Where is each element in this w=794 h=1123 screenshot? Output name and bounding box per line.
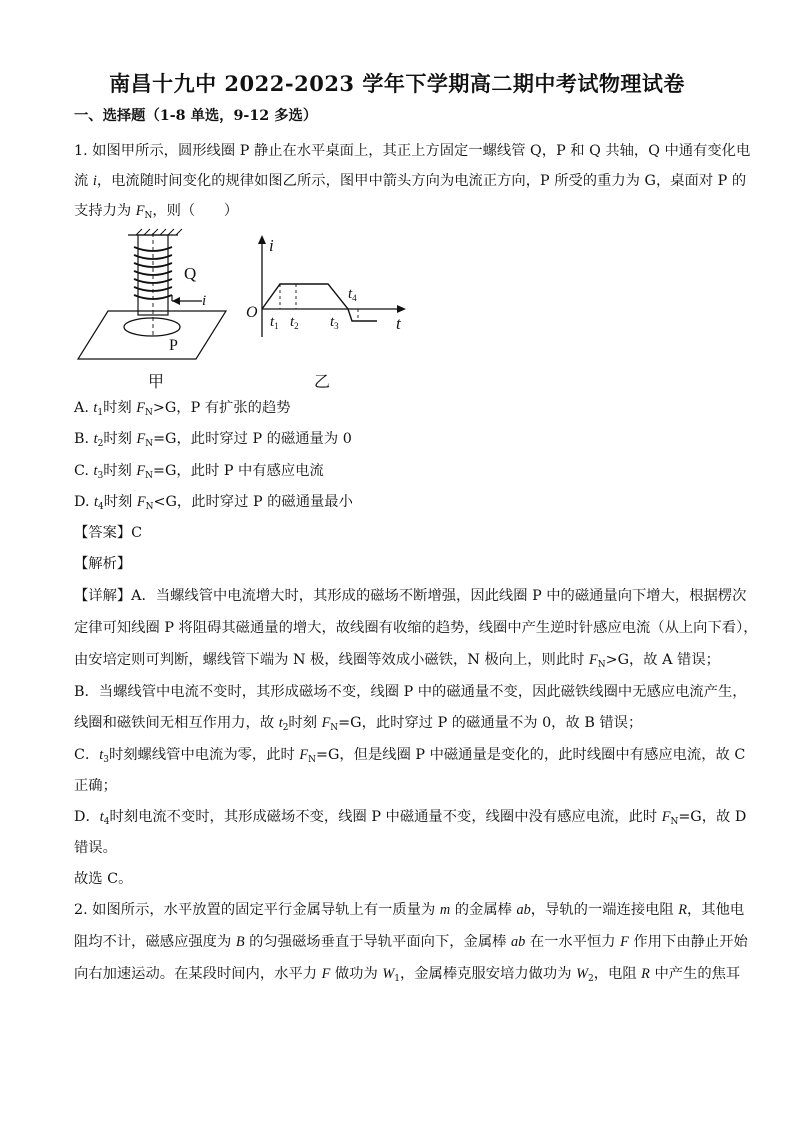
text: ，则（ ） (152, 203, 239, 219)
text: 时刻 (103, 400, 137, 416)
origin-label: O (246, 304, 258, 321)
text: ，金属棒克服安培力做功为 (399, 966, 577, 982)
label-P: P (169, 337, 178, 354)
detail-line-8 (74, 807, 747, 827)
text: 线圈和磁铁间无相互作用力，故 (74, 715, 279, 731)
tick-t1: $t_1$ (270, 314, 279, 331)
figure-jia (78, 229, 226, 391)
force-symbol: F (321, 966, 331, 982)
time-symbol: t (93, 400, 98, 416)
text: 作用下由静止开始 (628, 934, 748, 950)
force-symbol: F (136, 431, 146, 447)
resistor-symbol: R (641, 966, 650, 982)
subscript: 2 (282, 723, 289, 733)
caption-yi: 乙 (314, 374, 331, 391)
time-symbol: t (94, 494, 99, 510)
force-symbol: F (136, 494, 146, 510)
tick-t3: $t_3$ (330, 314, 339, 331)
field-symbol: B (235, 934, 245, 950)
text: >G，P 有扩张的趋势 (152, 400, 291, 416)
force-symbol: F (321, 715, 331, 731)
q1-stem-line-1: 1. 如图甲所示，圆形线圈 P 静止在水平桌面上，其正上方固定一螺线管 Q，P 和 Q 共轴，Q 中通有变化电 (74, 143, 751, 159)
force-symbol: F (136, 400, 146, 416)
text: 中产生的焦耳 (649, 966, 741, 982)
subscript: 1 (97, 408, 104, 418)
force-symbol: F (136, 463, 146, 479)
text: 在一水平恒力 (525, 934, 621, 950)
text: B. (74, 431, 94, 447)
axis-label-t: t (396, 314, 401, 333)
text: 时刻 (103, 463, 137, 479)
force-symbol: F (135, 203, 145, 219)
subscript: N (308, 755, 316, 765)
text: <G，此时穿过 P 的磁通量最小 (153, 494, 353, 510)
current-curve (262, 284, 377, 321)
detail-line-7: 正确； (74, 778, 117, 794)
conclusion: 故选 C。 (74, 871, 133, 887)
force-symbol: F (661, 809, 671, 825)
subscript: 4 (98, 502, 104, 512)
t-axis-arrow (397, 305, 406, 313)
text: D. (74, 494, 95, 510)
figure-yi-graph (246, 235, 406, 391)
text: 做功为 (330, 966, 383, 982)
text: 阻均不计，磁感应强度为 (74, 934, 236, 950)
text: 时刻 (288, 715, 322, 731)
subscript: 3 (103, 755, 109, 765)
current-symbol: i (92, 173, 97, 189)
i-axis-arrow (258, 235, 266, 244)
subscript: 2 (588, 974, 594, 984)
time-symbol: t (278, 715, 283, 731)
text: 流 (74, 173, 93, 189)
work-symbol: W (576, 966, 588, 982)
text: 时刻电流不变时，其形成磁场不变，线圈 P 中磁通量不变，线圈中没有感应电流，此时 (109, 809, 662, 825)
text: ，电流随时间变化的规律如图乙所示，图甲中箭头方向为电流正方向，P 所受的重力为 G，桌面对 P 的 (96, 173, 747, 189)
section-heading: 一、选择题（1-8 单选，9-12 多选） (74, 108, 318, 124)
detail-line-5 (74, 713, 724, 733)
detail-line-3 (74, 650, 724, 670)
q2-line-2 (74, 932, 748, 952)
q1-stem-line-3 (74, 201, 724, 221)
q1-stem-line-2 (74, 171, 747, 191)
option-b (74, 429, 724, 449)
subscript: N (597, 660, 606, 670)
resistor-symbol: R (678, 902, 688, 918)
text: C． (74, 747, 100, 763)
caption-jia: 甲 (148, 374, 165, 391)
subscript: 2 (97, 439, 104, 449)
subscript: N (330, 723, 339, 733)
force-symbol: F (620, 934, 629, 950)
page-title: 南昌十九中 2022-2023 学年下学期高二期中考试物理试卷 (109, 71, 685, 96)
text: 支持力为 (74, 203, 136, 219)
text: ，导轨的一端连接电阻 (530, 902, 679, 918)
subscript: 3 (97, 471, 104, 481)
text: 2. 如图所示，水平放置的固定平行金属导轨上有一质量为 (74, 902, 440, 918)
text: A. (74, 400, 94, 416)
mass-symbol: m (439, 902, 451, 918)
force-symbol: F (299, 747, 309, 763)
analysis-tag: 【解析】 (74, 556, 132, 572)
option-a (74, 398, 724, 418)
text: =G，故 D (678, 809, 747, 825)
text: 由安培定则可判断，螺线管下端为 N 极，线圈等效成小磁铁，N 极向上，则此时 (74, 652, 589, 668)
text: ，其他电 (687, 902, 745, 918)
detail-line-9: 错误。 (74, 840, 117, 856)
text: =G，此时穿过 P 的磁通量为 0 (153, 431, 352, 447)
text: 的匀强磁场垂直于导轨平面向下，金属棒 (244, 934, 511, 950)
label-Q: Q (184, 264, 197, 283)
subscript: N (670, 817, 679, 827)
q2-line-1 (74, 900, 745, 920)
option-d (74, 492, 724, 512)
answer-tag: 【答案】C (74, 525, 143, 541)
text: >G，故 A 错误； (605, 652, 720, 668)
text: ，电阻 (593, 966, 642, 982)
label-i-arrow: i (202, 293, 207, 309)
text: 的金属棒 (450, 902, 517, 918)
subscript: 1 (394, 974, 400, 984)
rod-symbol: ab (510, 934, 526, 950)
text: 时刻 (103, 431, 137, 447)
subscript: N (145, 502, 154, 512)
time-symbol: t (99, 809, 104, 825)
text: 向右加速运动。在某段时间内，水平力 (74, 966, 322, 982)
subscript: N (145, 439, 154, 449)
subscript: N (144, 211, 153, 221)
option-c (74, 461, 724, 481)
detail-line-1: 【详解】A．当螺线管中电流增大时，其形成的磁场不断增强，因此线圈 P 中的磁通量向下增大，根据楞次 (74, 588, 747, 604)
time-symbol: t (99, 747, 104, 763)
text: =G，但是线圈 P 中磁通量是变化的，此时线圈中有感应电流，故 C (315, 747, 746, 763)
tick-t4: $t_4$ (348, 286, 357, 303)
tick-t2: $t_2$ (290, 314, 299, 331)
text: =G，此时穿过 P 的磁通量不为 0，故 B 错误； (338, 715, 643, 731)
q2-line-3 (74, 964, 741, 984)
text: C. (74, 463, 94, 479)
text: 时刻 (103, 494, 137, 510)
rod-symbol: ab (516, 902, 531, 918)
work-symbol: W (382, 966, 395, 982)
text: D． (74, 809, 100, 825)
detail-line-4: B．当螺线管中电流不变时，其形成磁场不变，线圈 P 中的磁通量不变，因此磁铁线圈中无感应电流产生， (74, 684, 747, 700)
subscript: N (145, 471, 153, 481)
q1-figure (70, 225, 420, 395)
text: 时刻螺线管中电流为零，此时 (108, 747, 300, 763)
subscript: 4 (103, 817, 110, 827)
detail-line-2: 定律可知线圈 P 将阻碍其磁通量的增大，故线圈有收缩的趋势，线圈中产生逆时针感应电流（从上向下看）， (74, 620, 758, 636)
text: =G，此时 P 中有感应电流 (153, 463, 324, 479)
detail-line-6 (74, 745, 746, 765)
subscript: N (145, 408, 153, 418)
time-symbol: t (93, 431, 98, 447)
axis-label-i: i (269, 236, 274, 255)
time-symbol: t (93, 463, 98, 479)
force-symbol: F (589, 652, 598, 668)
